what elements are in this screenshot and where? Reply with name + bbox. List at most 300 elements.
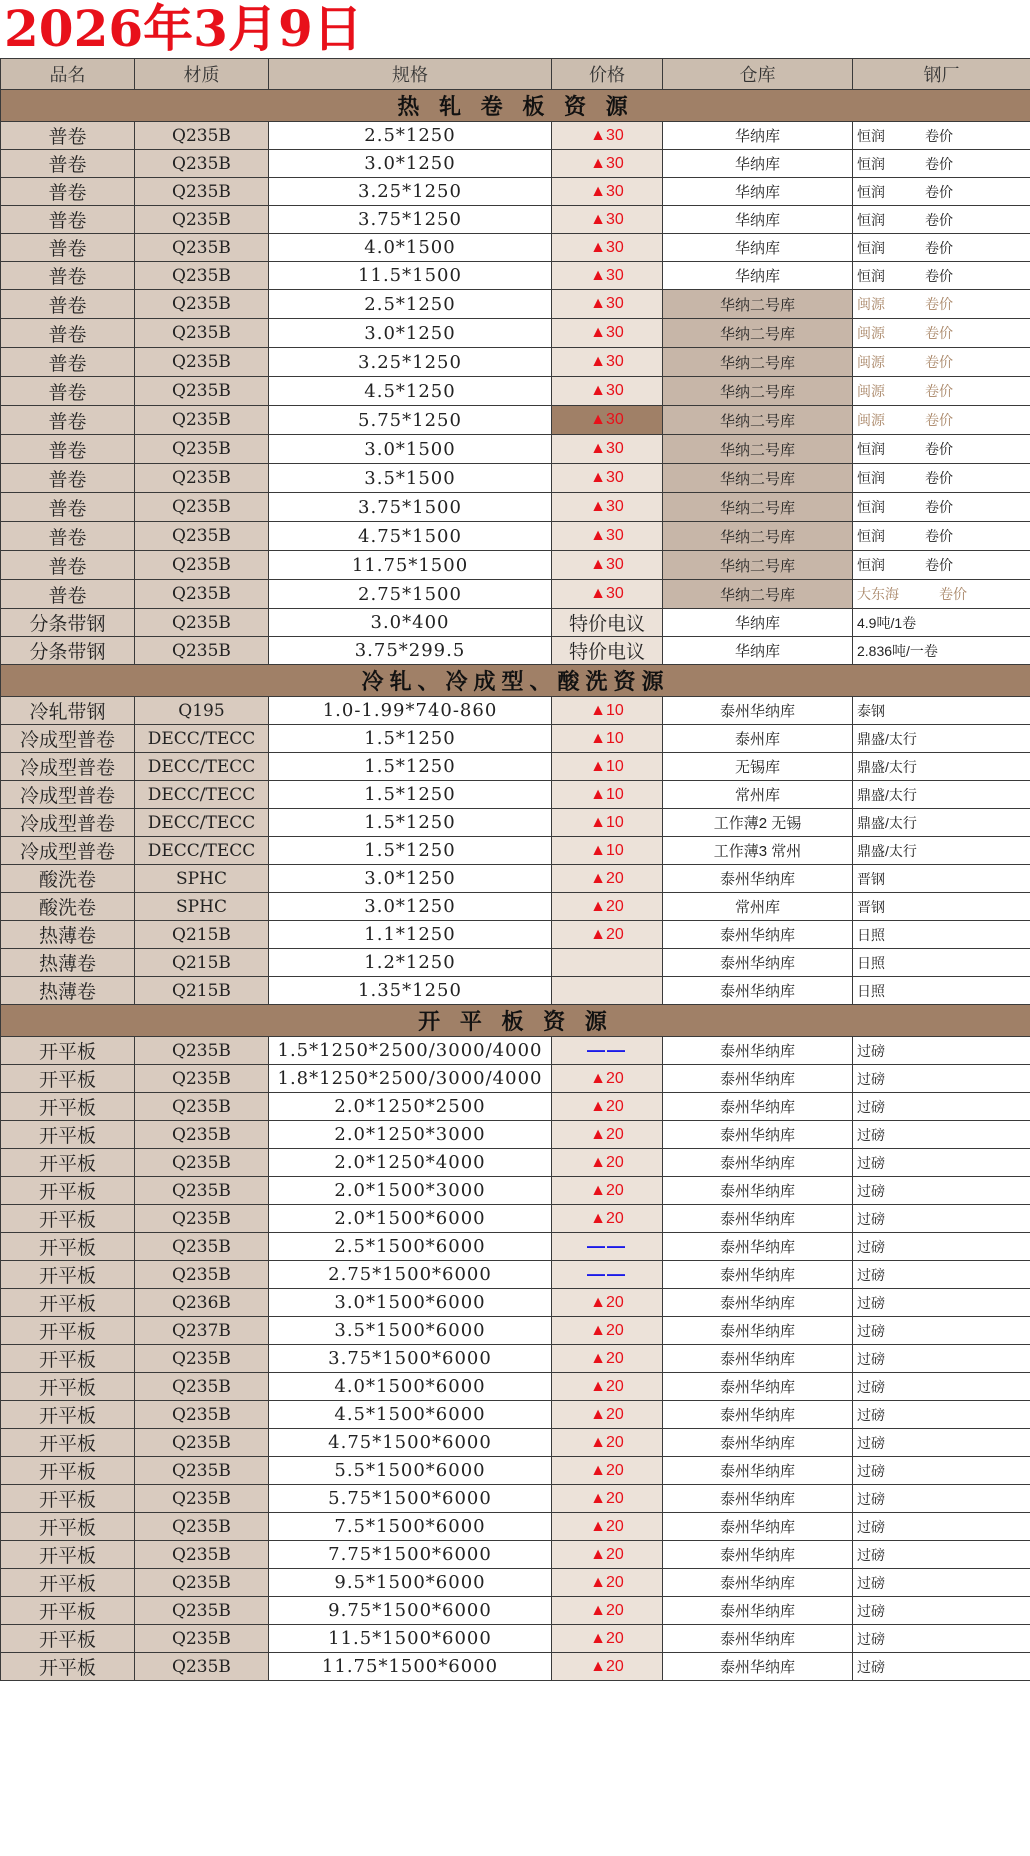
price-cell: ▲10 [552, 753, 663, 781]
warehouse-cell: 华纳库 [663, 234, 853, 262]
mill-name: 恒润 [857, 470, 885, 486]
warehouse-cell: 华纳二号库 [663, 493, 853, 522]
mill-name: 闽源 [857, 296, 885, 312]
price-cell: ▲20 [552, 1373, 663, 1401]
product-name-cell: 冷轧带钢 [1, 697, 135, 725]
mill-name: 过磅 [857, 1070, 885, 1087]
material-cell: Q235B [135, 1541, 269, 1569]
spec-cell: 5.75*1250 [269, 406, 552, 435]
mill-name: 过磅 [857, 1630, 885, 1647]
mill-cell [853, 949, 1030, 977]
price-cell: ▲20 [552, 1065, 663, 1093]
price-cell: ▲10 [552, 837, 663, 865]
product-name-cell: 分条带钢 [1, 637, 135, 665]
mill-cell [853, 1289, 1030, 1317]
price-cell: ▲10 [552, 725, 663, 753]
table-row [1, 1093, 1030, 1121]
spec-cell: 4.5*1250 [269, 377, 552, 406]
mill-name: 恒润 [857, 267, 885, 284]
warehouse-cell: 泰州华纳库 [663, 1345, 853, 1373]
price-cell: ▲20 [552, 1289, 663, 1317]
price-cell: ▲30 [552, 150, 663, 178]
warehouse-cell: 华纳二号库 [663, 319, 853, 348]
mill-cell [853, 1121, 1030, 1149]
price-cell: ▲20 [552, 1401, 663, 1429]
table-row [1, 234, 1030, 262]
mill-cell [853, 1569, 1030, 1597]
product-name-cell: 普卷 [1, 493, 135, 522]
mill-cell [853, 1401, 1030, 1429]
spec-cell: 5.75*1500*6000 [269, 1485, 552, 1513]
mill-name: 过磅 [857, 1238, 885, 1255]
material-cell: Q235B [135, 1485, 269, 1513]
material-cell: DECC/TECC [135, 837, 269, 865]
mill-cell [853, 319, 1030, 348]
product-name-cell: 普卷 [1, 122, 135, 150]
mill-cell [853, 753, 1030, 781]
spec-cell: 3.75*1500*6000 [269, 1345, 552, 1373]
warehouse-cell: 泰州华纳库 [663, 865, 853, 893]
table-row [1, 1401, 1030, 1429]
material-cell: Q235B [135, 493, 269, 522]
product-name-cell: 冷成型普卷 [1, 725, 135, 753]
mill-cell [853, 725, 1030, 753]
price-cell: —— [552, 1037, 663, 1065]
table-row [1, 1625, 1030, 1653]
spec-cell: 1.5*1250 [269, 725, 552, 753]
mill-cell [853, 809, 1030, 837]
spec-cell: 3.0*1250 [269, 319, 552, 348]
spec-cell: 1.0-1.99*740-860 [269, 697, 552, 725]
mill-name: 过磅 [857, 1602, 885, 1619]
mill-note: 卷价 [939, 586, 967, 602]
mill-note: 卷价 [925, 267, 953, 284]
spec-cell: 2.0*1250*4000 [269, 1149, 552, 1177]
mill-name: 鼎盛/太行 [857, 842, 917, 859]
mill-name: 日照 [857, 954, 885, 971]
table-row [1, 977, 1030, 1005]
mill-name: 闽源 [857, 354, 885, 370]
price-cell: ▲20 [552, 1653, 663, 1681]
spec-cell: 3.5*1500*6000 [269, 1317, 552, 1345]
spec-cell: 11.5*1500*6000 [269, 1625, 552, 1653]
material-cell: Q235B [135, 580, 269, 609]
product-name-cell: 冷成型普卷 [1, 753, 135, 781]
product-name-cell: 普卷 [1, 348, 135, 377]
material-cell: Q215B [135, 921, 269, 949]
warehouse-cell: 泰州华纳库 [663, 1401, 853, 1429]
product-name-cell: 开平板 [1, 1149, 135, 1177]
price-cell: ▲10 [552, 697, 663, 725]
material-cell: Q215B [135, 977, 269, 1005]
material-cell: Q235B [135, 1149, 269, 1177]
mill-cell [853, 1373, 1030, 1401]
spec-cell: 3.25*1250 [269, 178, 552, 206]
mill-cell [853, 921, 1030, 949]
table-row [1, 1317, 1030, 1345]
spec-cell: 1.5*1250 [269, 809, 552, 837]
mill-name: 恒润 [857, 127, 885, 144]
mill-name: 鼎盛/太行 [857, 730, 917, 747]
price-cell: ▲20 [552, 893, 663, 921]
mill-note: 卷价 [925, 325, 953, 341]
mill-name: 过磅 [857, 1210, 885, 1227]
price-cell: ▲30 [552, 122, 663, 150]
material-cell: Q235B [135, 1121, 269, 1149]
spec-cell: 2.0*1500*3000 [269, 1177, 552, 1205]
spec-cell: 1.2*1250 [269, 949, 552, 977]
table-row [1, 580, 1030, 609]
price-cell: ▲30 [552, 522, 663, 551]
mill-name: 晋钢 [857, 870, 885, 887]
mill-name: 过磅 [857, 1154, 885, 1171]
mill-name: 恒润 [857, 183, 885, 200]
warehouse-cell: 泰州华纳库 [663, 949, 853, 977]
material-cell: Q235B [135, 1625, 269, 1653]
price-cell: ▲30 [552, 234, 663, 262]
price-cell: ▲20 [552, 1121, 663, 1149]
mill-note: 卷价 [925, 127, 953, 144]
price-cell: ▲20 [552, 1569, 663, 1597]
price-cell: ▲20 [552, 1093, 663, 1121]
spec-cell: 3.0*1250 [269, 893, 552, 921]
spec-cell: 1.8*1250*2500/3000/4000 [269, 1065, 552, 1093]
material-cell: Q235B [135, 377, 269, 406]
table-row [1, 1653, 1030, 1681]
mill-note: 卷价 [925, 211, 953, 228]
mill-cell [853, 1205, 1030, 1233]
material-cell: SPHC [135, 865, 269, 893]
warehouse-cell: 泰州华纳库 [663, 1541, 853, 1569]
table-row [1, 178, 1030, 206]
mill-cell [853, 377, 1030, 406]
section-header-row [1, 1005, 1030, 1037]
price-cell: ▲20 [552, 1205, 663, 1233]
mill-name: 鼎盛/太行 [857, 758, 917, 775]
mill-cell [853, 290, 1030, 319]
mill-name: 过磅 [857, 1434, 885, 1451]
warehouse-cell: 泰州库 [663, 725, 853, 753]
product-name-cell: 普卷 [1, 406, 135, 435]
material-cell: Q195 [135, 697, 269, 725]
warehouse-cell: 泰州华纳库 [663, 1457, 853, 1485]
price-cell: ▲30 [552, 464, 663, 493]
mill-name: 过磅 [857, 1658, 885, 1675]
material-cell: Q235B [135, 234, 269, 262]
product-name-cell: 普卷 [1, 377, 135, 406]
product-name-cell: 开平板 [1, 1569, 135, 1597]
product-name-cell: 普卷 [1, 206, 135, 234]
warehouse-cell: 无锡库 [663, 753, 853, 781]
price-cell: ▲30 [552, 348, 663, 377]
price-cell: ▲20 [552, 1597, 663, 1625]
product-name-cell: 开平板 [1, 1205, 135, 1233]
mill-cell [853, 1233, 1030, 1261]
spec-cell: 3.25*1250 [269, 348, 552, 377]
mill-name: 鼎盛/太行 [857, 786, 917, 803]
material-cell: Q235B [135, 1653, 269, 1681]
product-name-cell: 热薄卷 [1, 921, 135, 949]
table-row [1, 1513, 1030, 1541]
spec-cell: 1.5*1250 [269, 753, 552, 781]
spec-cell: 4.0*1500 [269, 234, 552, 262]
product-name-cell: 普卷 [1, 319, 135, 348]
mill-name: 过磅 [857, 1462, 885, 1479]
price-cell: ▲30 [552, 377, 663, 406]
product-name-cell: 热薄卷 [1, 949, 135, 977]
mill-name: 恒润 [857, 557, 885, 573]
material-cell: Q235B [135, 406, 269, 435]
mill-cell [853, 609, 1030, 637]
warehouse-cell: 泰州华纳库 [663, 1317, 853, 1345]
spec-cell: 2.0*1250*2500 [269, 1093, 552, 1121]
warehouse-cell: 华纳库 [663, 206, 853, 234]
table-row [1, 377, 1030, 406]
table-row [1, 893, 1030, 921]
table-row [1, 725, 1030, 753]
mill-note: 卷价 [925, 383, 953, 399]
product-name-cell: 普卷 [1, 464, 135, 493]
spec-cell: 9.5*1500*6000 [269, 1569, 552, 1597]
material-cell: Q235B [135, 178, 269, 206]
mill-note: 卷价 [925, 354, 953, 370]
material-cell: DECC/TECC [135, 753, 269, 781]
table-row [1, 637, 1030, 665]
mill-name: 恒润 [857, 211, 885, 228]
material-cell: Q235B [135, 609, 269, 637]
product-name-cell: 普卷 [1, 551, 135, 580]
table-row [1, 150, 1030, 178]
material-cell: Q235B [135, 1177, 269, 1205]
table-row [1, 1429, 1030, 1457]
product-name-cell: 普卷 [1, 435, 135, 464]
table-header-row [1, 59, 1030, 90]
product-name-cell: 普卷 [1, 290, 135, 319]
price-cell [552, 977, 663, 1005]
mill-name: 过磅 [857, 1042, 885, 1059]
mill-name: 闽源 [857, 412, 885, 428]
mill-cell [853, 781, 1030, 809]
mill-cell [853, 893, 1030, 921]
section-header-row [1, 90, 1030, 122]
mill-name: 过磅 [857, 1518, 885, 1535]
mill-cell [853, 1149, 1030, 1177]
product-name-cell: 开平板 [1, 1457, 135, 1485]
warehouse-cell: 华纳库 [663, 637, 853, 665]
product-name-cell: 开平板 [1, 1289, 135, 1317]
mill-name: 鼎盛/太行 [857, 814, 917, 831]
product-name-cell: 开平板 [1, 1177, 135, 1205]
warehouse-cell: 泰州华纳库 [663, 1429, 853, 1457]
table-row [1, 781, 1030, 809]
mill-cell [853, 464, 1030, 493]
product-name-cell: 开平板 [1, 1429, 135, 1457]
mill-name: 泰钢 [857, 702, 885, 719]
mill-cell [853, 435, 1030, 464]
warehouse-cell: 常州库 [663, 893, 853, 921]
warehouse-cell: 泰州华纳库 [663, 1065, 853, 1093]
price-cell: ▲30 [552, 580, 663, 609]
mill-cell [853, 348, 1030, 377]
spec-cell: 2.5*1500*6000 [269, 1233, 552, 1261]
warehouse-cell: 常州库 [663, 781, 853, 809]
table-row [1, 319, 1030, 348]
spec-cell: 3.75*299.5 [269, 637, 552, 665]
mill-cell [853, 1429, 1030, 1457]
product-name-cell: 开平板 [1, 1653, 135, 1681]
table-row [1, 290, 1030, 319]
warehouse-cell: 泰州华纳库 [663, 1233, 853, 1261]
mill-name: 过磅 [857, 1098, 885, 1115]
table-row [1, 1149, 1030, 1177]
mill-cell [853, 262, 1030, 290]
warehouse-cell: 泰州华纳库 [663, 1597, 853, 1625]
mill-name: 过磅 [857, 1350, 885, 1367]
warehouse-cell: 华纳库 [663, 122, 853, 150]
mill-cell [853, 1037, 1030, 1065]
mill-name: 晋钢 [857, 898, 885, 915]
warehouse-cell: 华纳库 [663, 178, 853, 206]
table-row [1, 464, 1030, 493]
table-row [1, 753, 1030, 781]
price-cell: ▲20 [552, 1625, 663, 1653]
section-title: 开 平 板 资 源 [1, 1005, 1030, 1037]
warehouse-cell: 华纳库 [663, 609, 853, 637]
spec-cell: 3.0*1500 [269, 435, 552, 464]
spec-cell: 4.0*1500*6000 [269, 1373, 552, 1401]
mill-cell [853, 122, 1030, 150]
material-cell: Q235B [135, 1597, 269, 1625]
price-cell: ▲20 [552, 1177, 663, 1205]
table-row [1, 122, 1030, 150]
mill-name: 闽源 [857, 383, 885, 399]
product-name-cell: 普卷 [1, 234, 135, 262]
table-row [1, 1485, 1030, 1513]
price-cell: ▲20 [552, 1317, 663, 1345]
table-row [1, 1065, 1030, 1093]
material-cell: DECC/TECC [135, 781, 269, 809]
table-row [1, 1205, 1030, 1233]
spec-cell: 7.75*1500*6000 [269, 1541, 552, 1569]
mill-cell [853, 1317, 1030, 1345]
warehouse-cell: 华纳二号库 [663, 290, 853, 319]
mill-cell [853, 1653, 1030, 1681]
mill-name: 过磅 [857, 1490, 885, 1507]
spec-cell: 3.5*1500 [269, 464, 552, 493]
price-cell: ▲20 [552, 1429, 663, 1457]
product-name-cell: 普卷 [1, 178, 135, 206]
material-cell: Q235B [135, 637, 269, 665]
table-row [1, 837, 1030, 865]
table-row [1, 1289, 1030, 1317]
table-row [1, 522, 1030, 551]
mill-name: 恒润 [857, 155, 885, 172]
material-cell: DECC/TECC [135, 809, 269, 837]
price-cell: ▲20 [552, 1345, 663, 1373]
warehouse-cell: 华纳二号库 [663, 348, 853, 377]
mill-cell [853, 580, 1030, 609]
table-row [1, 1541, 1030, 1569]
material-cell: Q235B [135, 1261, 269, 1289]
table-row [1, 865, 1030, 893]
mill-cell [853, 1457, 1030, 1485]
material-cell: Q235B [135, 1457, 269, 1485]
warehouse-cell: 泰州华纳库 [663, 1149, 853, 1177]
warehouse-cell: 华纳二号库 [663, 551, 853, 580]
mill-name: 过磅 [857, 1126, 885, 1143]
mill-note: 卷价 [925, 528, 953, 544]
product-name-cell: 开平板 [1, 1121, 135, 1149]
spec-cell: 2.75*1500*6000 [269, 1261, 552, 1289]
mill-name: 过磅 [857, 1322, 885, 1339]
mill-note: 卷价 [925, 239, 953, 256]
price-cell: ▲20 [552, 1513, 663, 1541]
mill-note: 卷价 [925, 183, 953, 200]
price-cell: 特价电议 [552, 609, 663, 637]
mill-name: 大东海 [857, 586, 899, 602]
warehouse-cell: 泰州华纳库 [663, 1373, 853, 1401]
material-cell: Q235B [135, 1373, 269, 1401]
section-header-row [1, 665, 1030, 697]
mill-cell [853, 1065, 1030, 1093]
spec-cell: 1.5*1250 [269, 837, 552, 865]
warehouse-cell: 泰州华纳库 [663, 1569, 853, 1597]
material-cell: Q235B [135, 435, 269, 464]
material-cell: Q235B [135, 319, 269, 348]
spec-cell: 11.5*1500 [269, 262, 552, 290]
price-cell: ▲30 [552, 493, 663, 522]
warehouse-cell: 工作薄2 无锡 [663, 809, 853, 837]
spec-cell: 3.0*1250 [269, 865, 552, 893]
material-cell: Q235B [135, 1205, 269, 1233]
warehouse-cell: 泰州华纳库 [663, 1653, 853, 1681]
mill-name: 过磅 [857, 1294, 885, 1311]
material-cell: Q235B [135, 1037, 269, 1065]
column-header-warehouse: 仓库 [663, 59, 853, 90]
mill-cell [853, 697, 1030, 725]
warehouse-cell: 华纳二号库 [663, 435, 853, 464]
mill-name: 恒润 [857, 239, 885, 256]
spec-cell: 2.5*1250 [269, 122, 552, 150]
mill-name: 过磅 [857, 1574, 885, 1591]
mill-note: 卷价 [925, 412, 953, 428]
product-name-cell: 开平板 [1, 1065, 135, 1093]
column-header-mill: 钢厂 [853, 59, 1030, 90]
table-row [1, 697, 1030, 725]
mill-name: 闽源 [857, 325, 885, 341]
spec-cell: 5.5*1500*6000 [269, 1457, 552, 1485]
material-cell: Q235B [135, 122, 269, 150]
mill-note: 卷价 [925, 155, 953, 172]
price-cell: ▲30 [552, 406, 663, 435]
material-cell: Q237B [135, 1317, 269, 1345]
spec-cell: 3.75*1250 [269, 206, 552, 234]
spec-cell: 1.35*1250 [269, 977, 552, 1005]
warehouse-cell: 华纳库 [663, 150, 853, 178]
mill-cell [853, 206, 1030, 234]
material-cell: DECC/TECC [135, 725, 269, 753]
material-cell: Q235B [135, 206, 269, 234]
mill-name: 过磅 [857, 1546, 885, 1563]
product-name-cell: 冷成型普卷 [1, 781, 135, 809]
mill-cell [853, 1485, 1030, 1513]
mill-cell [853, 1541, 1030, 1569]
column-header-material: 材质 [135, 59, 269, 90]
mill-name: 恒润 [857, 528, 885, 544]
warehouse-cell: 华纳二号库 [663, 377, 853, 406]
material-cell: Q235B [135, 290, 269, 319]
material-cell: Q235B [135, 1065, 269, 1093]
